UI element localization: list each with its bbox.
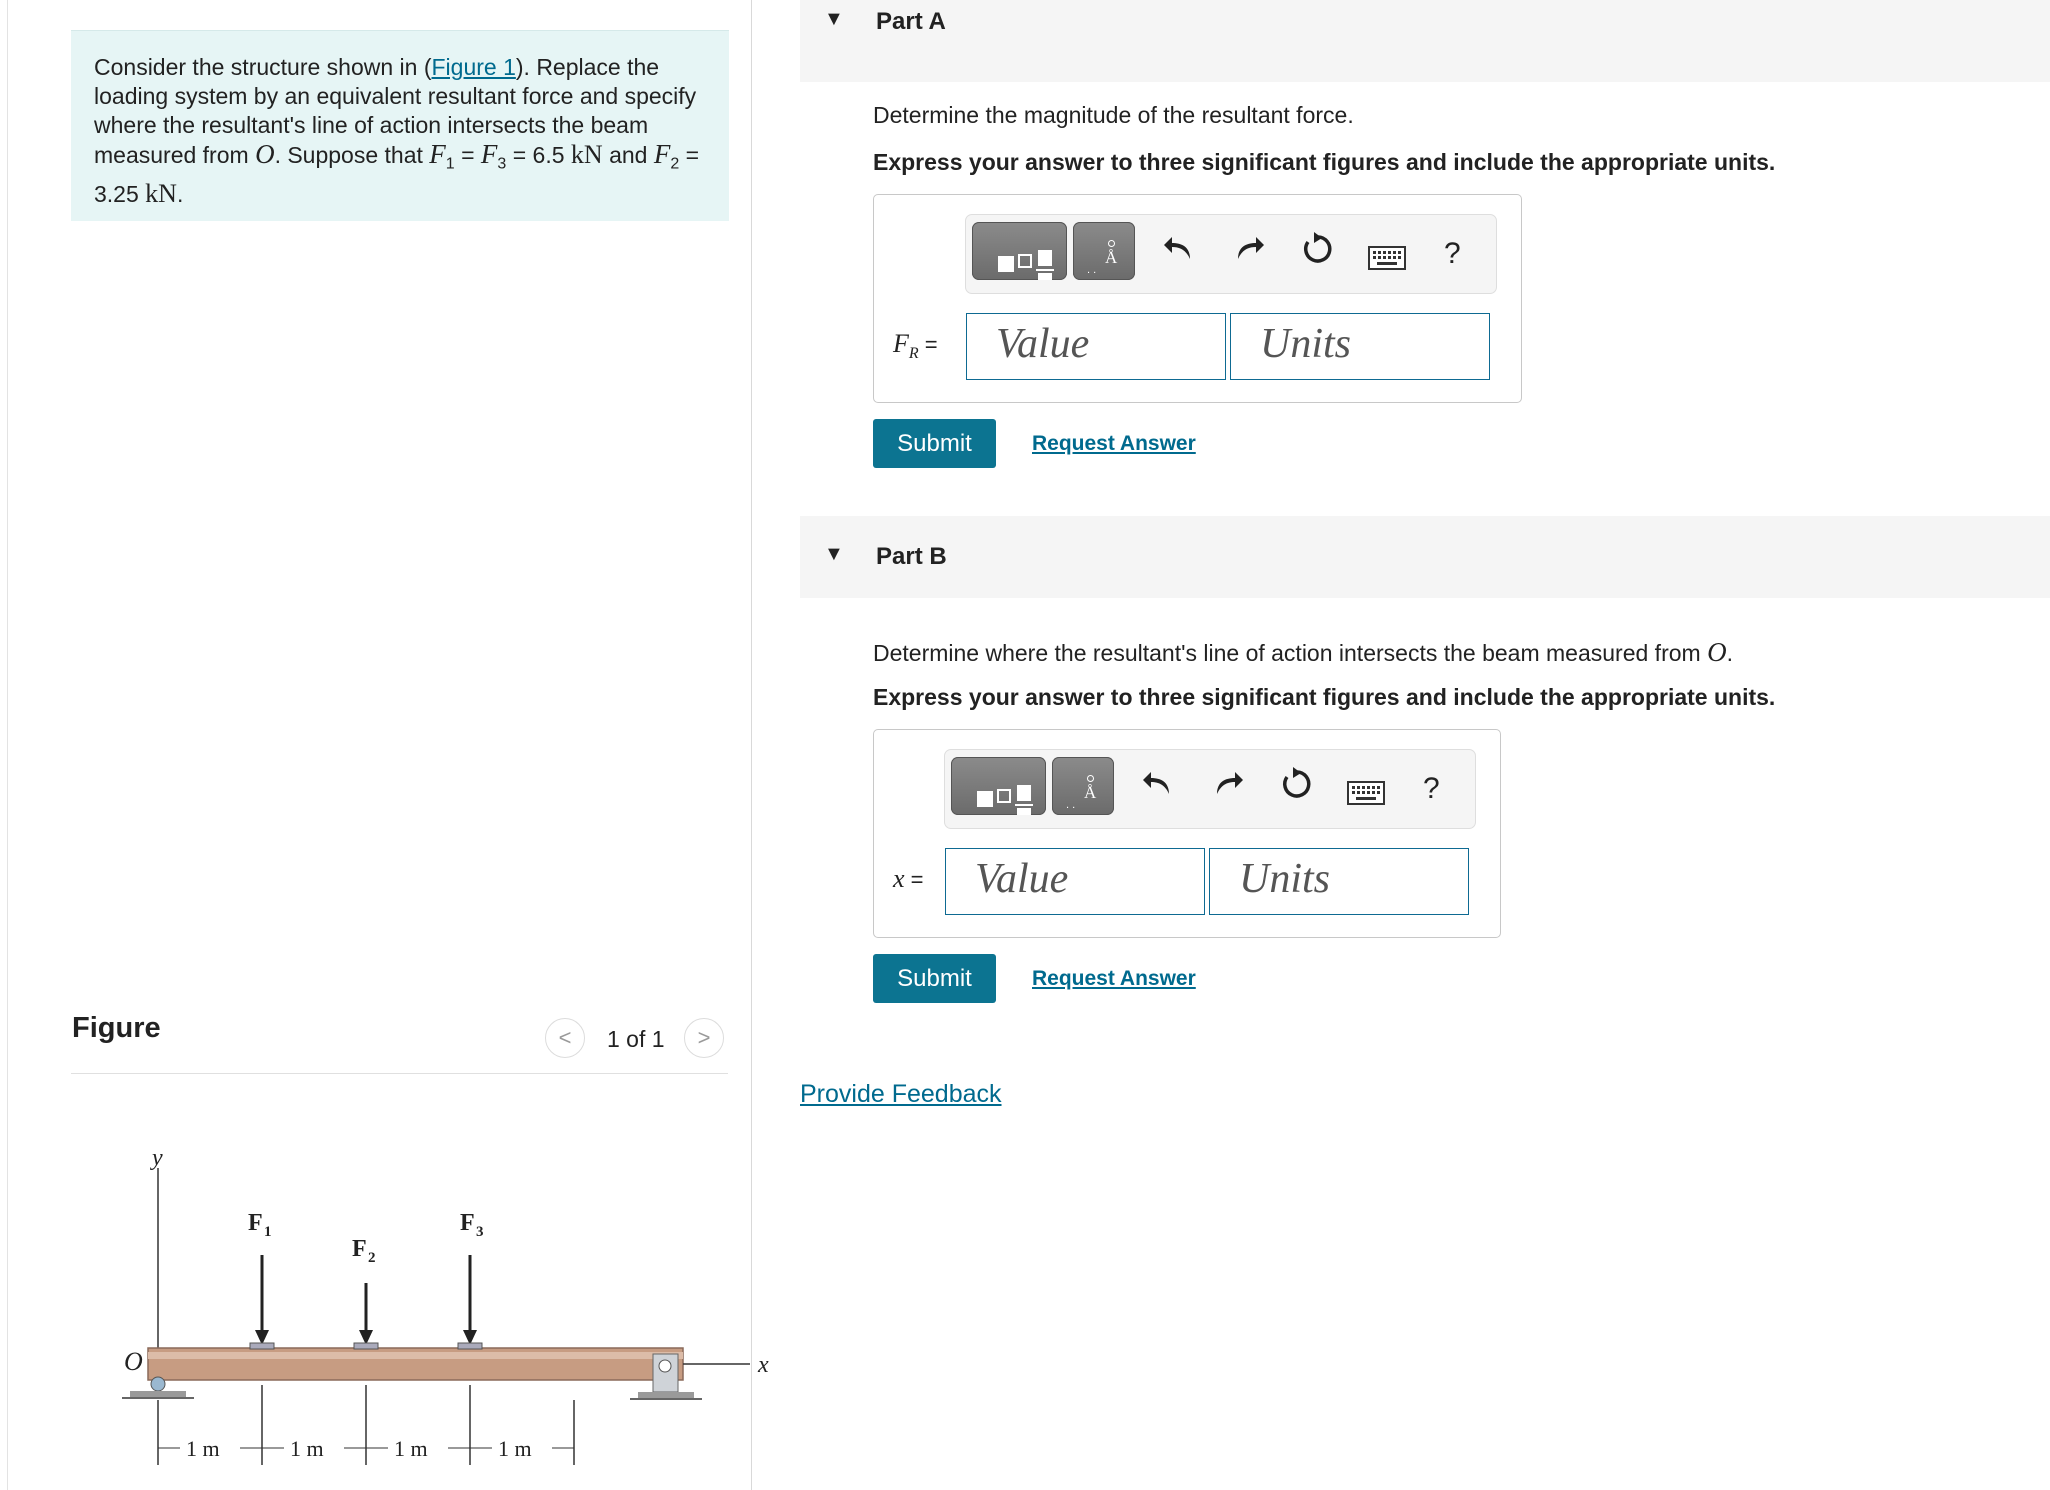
prompt-text: . — [1726, 640, 1733, 666]
label-var: F — [893, 329, 909, 358]
caret-down-icon[interactable]: ▼ — [824, 8, 844, 30]
left-roller — [151, 1377, 165, 1391]
part-b-prompt — [873, 637, 1733, 668]
label-eq: = — [904, 867, 924, 892]
f2-value: = 3.25 — [94, 142, 700, 207]
part-b-toolbar — [944, 749, 1476, 829]
part-b-header[interactable] — [800, 516, 2050, 598]
chevron-left-icon: < — [558, 1025, 572, 1050]
chevron-right-icon: > — [697, 1025, 711, 1050]
templates-icon[interactable] — [951, 757, 1046, 815]
dim-label-3: 1 m — [394, 1436, 428, 1461]
part-a-value-input[interactable]: Value — [966, 313, 1226, 380]
f1-label-sub: 1 — [264, 1224, 272, 1240]
dim-label-1: 1 m — [186, 1436, 220, 1461]
problem-text: and — [602, 142, 654, 168]
problem-statement — [71, 30, 729, 221]
part-b-units-input[interactable]: Units — [1209, 848, 1469, 915]
equals-sign: = — [454, 142, 481, 168]
part-a-prompt: Determine the magnitude of the resultant force. — [873, 102, 1354, 128]
figure-link[interactable]: Figure 1 — [431, 54, 516, 80]
part-a-units-input[interactable]: Units — [1230, 313, 1490, 380]
left-border — [7, 0, 8, 1490]
keyboard-icon[interactable] — [1368, 241, 1406, 278]
problem-text: Consider the structure shown in ( — [94, 54, 432, 80]
part-b-input-label — [893, 864, 924, 894]
label-var: x — [893, 864, 905, 893]
column-divider — [751, 0, 752, 1490]
unit-kn: kN — [145, 178, 177, 208]
f1-subscript: 1 — [445, 155, 455, 173]
f1-symbol: F — [429, 139, 446, 169]
symbols-icon[interactable]: Å . . — [1052, 757, 1114, 815]
part-b-request-answer-link[interactable]: Request Answer — [1032, 967, 1196, 990]
dim-label-4: 1 m — [498, 1436, 532, 1461]
right-pin — [659, 1360, 671, 1372]
caret-down-icon[interactable]: ▼ — [824, 543, 844, 565]
origin-symbol: O — [1707, 637, 1727, 667]
left-support-base — [130, 1391, 186, 1397]
f3-label-sub: 3 — [476, 1224, 484, 1240]
beam-figure — [100, 1140, 769, 1480]
f1-f3-value: = 6.5 — [506, 142, 571, 168]
f2-plate — [354, 1343, 378, 1349]
part-a-input-label — [893, 329, 938, 363]
x-axis-label: x — [758, 1352, 769, 1378]
figure-title: Figure — [72, 1012, 161, 1044]
help-icon[interactable]: ? — [1423, 772, 1440, 805]
label-sub: R — [908, 345, 919, 363]
beam-highlight — [148, 1352, 683, 1359]
dim-label-2: 1 m — [290, 1436, 324, 1461]
y-axis-label: y — [152, 1145, 163, 1171]
origin-label: O — [124, 1347, 143, 1376]
f3-plate — [458, 1343, 482, 1349]
figure-next-button[interactable] — [684, 1018, 724, 1058]
problem-text: . — [176, 180, 184, 207]
label-eq: = — [918, 332, 938, 357]
provide-feedback-link[interactable]: Provide Feedback — [800, 1080, 1002, 1108]
part-b-instruction: Express your answer to three significant figures and include the appropriate units. — [873, 684, 1776, 710]
part-a-instruction: Express your answer to three significant figures and include the appropriate units. — [873, 149, 1776, 175]
prompt-text: Determine where the resultant's line of action intersects the beam measured from — [873, 640, 1708, 666]
redo-icon[interactable] — [1211, 766, 1245, 808]
part-a-header[interactable] — [800, 0, 2050, 82]
f2-symbol: F — [653, 139, 671, 169]
help-icon[interactable]: ? — [1444, 237, 1461, 270]
f3-label: F — [460, 1210, 475, 1236]
problem-text: . Suppose that — [274, 142, 430, 168]
reset-icon[interactable] — [1300, 231, 1336, 275]
part-a-toolbar — [965, 214, 1497, 294]
f1-plate — [250, 1343, 274, 1349]
part-a-answer-box — [873, 194, 1522, 403]
symbols-icon[interactable]: Å . . — [1073, 222, 1135, 280]
figure-divider — [71, 1073, 728, 1074]
part-b-submit-button[interactable]: Submit — [873, 954, 996, 1003]
f1-label: F — [248, 1210, 263, 1236]
f2-subscript: 2 — [670, 155, 680, 173]
keyboard-icon[interactable] — [1347, 776, 1385, 813]
undo-icon[interactable] — [1162, 231, 1196, 273]
reset-icon[interactable] — [1279, 766, 1315, 810]
part-a-submit-button[interactable]: Submit — [873, 419, 996, 468]
part-a-title: Part A — [876, 8, 946, 35]
unit-kn: kN — [570, 140, 603, 169]
redo-icon[interactable] — [1232, 231, 1266, 273]
templates-icon[interactable] — [972, 222, 1067, 280]
undo-icon[interactable] — [1141, 766, 1175, 808]
figure-pager: 1 of 1 — [607, 1026, 665, 1052]
part-b-title: Part B — [876, 543, 947, 570]
f3-subscript: 3 — [497, 155, 507, 173]
f2-label: F — [352, 1236, 367, 1262]
origin-symbol: O — [255, 139, 275, 169]
part-b-answer-box — [873, 729, 1501, 938]
part-b-value-input[interactable]: Value — [945, 848, 1205, 915]
f3-symbol: F — [480, 139, 498, 169]
right-support-base — [638, 1392, 694, 1398]
f2-label-sub: 2 — [368, 1250, 376, 1266]
figure-prev-button[interactable] — [545, 1018, 585, 1058]
part-a-request-answer-link[interactable]: Request Answer — [1032, 432, 1196, 455]
problem-text: ). Replace the loading system by an equivalent resultant force and specify where the resultant's line of action intersects the beam measured from — [94, 54, 697, 168]
